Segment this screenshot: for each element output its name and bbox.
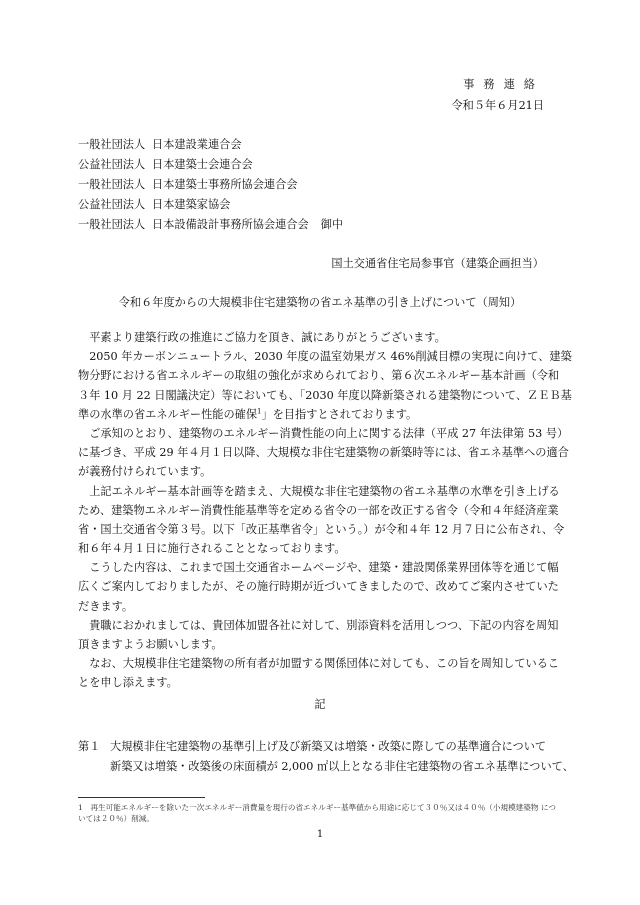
body-line: 貴職におかれましては、貴団体加盟各社に対して、別添資料を活用しつつ、下記の内容を周知 (78, 618, 559, 632)
footnote-divider (78, 797, 205, 798)
recipient-type: 一般社団法人 (78, 178, 146, 191)
footnote (78, 802, 558, 825)
recipient-name: 日本建築士会連合会 (152, 158, 253, 171)
section-title: 大規模非住宅建築物の基準引上げ及び新築又は増築・改築に際しての基準適合について (110, 740, 547, 753)
body-line-text: 準の水準の省エネルギー性能の確保 (78, 407, 258, 421)
recipient-type: 一般社団法人 (78, 138, 146, 151)
body-line: 2050 年カーボンニュートラル、2030 年度の温室効果ガス 46%削減目標の実現に向けて、建築 (78, 350, 572, 364)
recipient-list (78, 138, 343, 238)
page-number: 1 (316, 829, 324, 840)
body-line: とを申し添えます。 (78, 676, 178, 690)
recipient-row (78, 138, 343, 158)
body-line: が義務付けられています。 (78, 465, 212, 479)
body-line: ご承知のとおり、建築物のエネルギー消費性能の向上に関する法律（平成 27 年法律第 53 号） (78, 426, 569, 440)
recipient-type: 公益社団法人 (78, 158, 146, 171)
body-line: ため、建築物エネルギー消費性能基準等を定める省令の一部を改正する省令（令和４年経済産業 (78, 503, 559, 517)
recipient-row (78, 218, 343, 238)
recipient-type: 公益社団法人 (78, 198, 146, 211)
body-line: 物分野における省エネルギーの取組の強化が求められており、第６次エネルギー基本計画（令和 (78, 369, 560, 383)
section-number: 第１ (78, 740, 101, 753)
subject-title: 令和６年度からの大規模非住宅建築物の省エネ基準の引き上げについて（周知） (118, 296, 522, 309)
recipient-name: 日本設備設計事務所協会連合会 (152, 218, 309, 231)
recipient-row (78, 158, 343, 178)
recipient-type: 一般社団法人 (78, 218, 146, 231)
body-line: 広くご案内しておりましたが、その施行時期が近づいてきましたので、改めてご案内させていた (78, 580, 559, 594)
body-line: ３年 10 月 22 日閣議決定）等においても、「2030 年度以降新築される建築物について、ＺＥＢ基 (78, 388, 572, 402)
body-line: 上記エネルギー基本計画等を踏まえ、大規模な非住宅建築物の省エネ基準の水準を引き上げる (78, 484, 560, 498)
body-text (78, 331, 572, 696)
body-line-text: 」を目指すとされております。 (261, 407, 418, 421)
recipient-row (78, 198, 343, 218)
body-line: だきます。 (78, 599, 134, 613)
ki-heading: 記 (314, 698, 326, 711)
body-line: 平素より建築行政の推進にご協力を頂き、誠にありがとうございます。 (78, 331, 446, 344)
section-heading (78, 740, 546, 755)
body-line: なお、大規模非住宅建築物の所有者が加盟する関係団体に対しても、この旨を周知しているこ (78, 657, 560, 671)
body-line: に基づき、平成 29 年４月１日以降、大規模な非住宅建築物の新築時等には、省エネ基準への適合 (78, 446, 569, 460)
section-text: 新築又は増築・改築後の床面積が 2,000 ㎡以上となる非住宅建築物の省エネ基準について、 (110, 760, 574, 773)
recipient-name: 日本建設業連合会 (152, 138, 242, 151)
body-line: 和６年４月１日に施行されることとなっております。 (78, 542, 346, 556)
body-line (78, 408, 563, 427)
recipient-name: 日本建築家協会 (152, 198, 231, 211)
footnote-text: 再生可能エネルギーを除いた一次エネルギー消費量を現行の省エネルギー基準値から用途に応じて３０％又は４０％（小規模建築物 については２０％）削減。 (78, 803, 556, 824)
body-line: 省・国土交通省令第３号。以下「改正基準省令」という。）が令和４年 12 月７日に公布され、令 (78, 522, 565, 536)
sender: 国土交通省住宅局参事官（建築企画担当） (331, 257, 544, 270)
document-type: 事務連絡 (463, 78, 544, 91)
footnote-reference: 1 (257, 407, 262, 416)
recipient-row (78, 178, 343, 198)
document-date: 令和５年６月21日 (451, 99, 544, 112)
recipient-name: 日本建築士事務所協会連合会 (152, 178, 298, 191)
recipient-suffix: 御中 (320, 218, 344, 231)
body-line: 頂きますようお願いします。 (78, 638, 223, 651)
footnote-mark: 1 (78, 803, 83, 812)
body-line: こうした内容は、これまで国土交通省ホームページや、建築・建設関係業界団体等を通じて幅 (78, 561, 559, 575)
